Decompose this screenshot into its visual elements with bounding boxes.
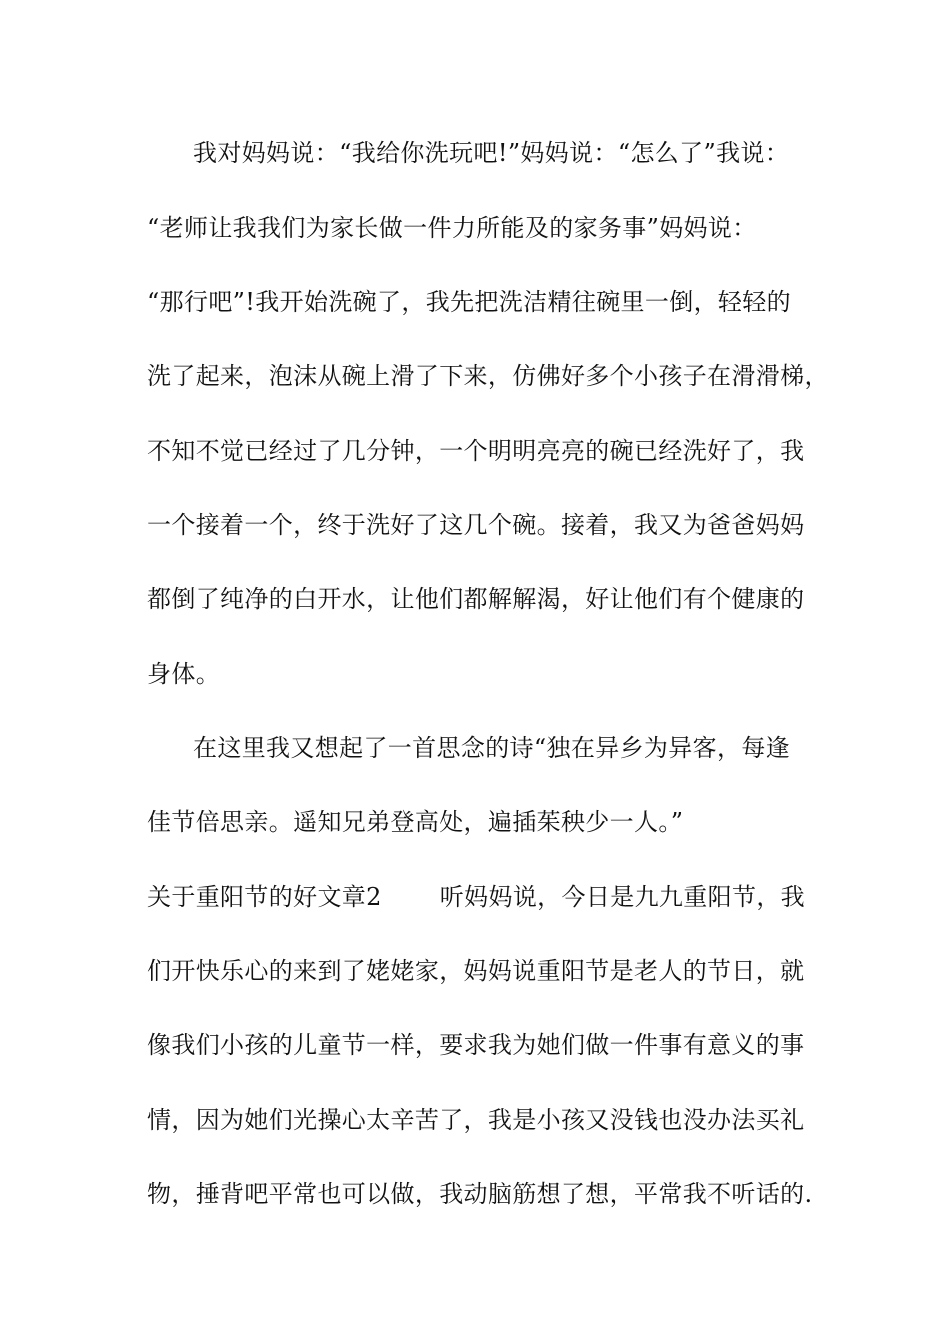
paragraph-2-line-2: 佳节倍思亲。遥知兄弟登高处，遍插茱秧少一人。” xyxy=(147,808,684,836)
paragraph-1-line-1: 我对妈妈说：“我给你洗玩吧!”妈妈说：“怎么了”我说： xyxy=(193,139,790,167)
paragraph-1-line-7: 都倒了纯净的白开水，让他们都解解渴，好让他们有个健康的 xyxy=(147,585,805,613)
paragraph-3-line-2: 们开快乐心的来到了姥姥家，妈妈说重阳节是老人的节日，就 xyxy=(147,957,805,985)
article-heading-line xyxy=(147,882,805,912)
paragraph-3-line-4: 情，因为她们光操心太辛苦了，我是小孩又没钱也没办法买礼 xyxy=(147,1106,805,1134)
paragraph-3-line-5: 物，捶背吧平常也可以做，我动脑筋想了想，平常我不听话的. xyxy=(147,1180,813,1208)
paragraph-1-line-4: 洗了起来，泡沫从碗上滑了下来，仿佛好多个小孩子在滑滑梯， xyxy=(147,362,829,390)
paragraph-1-line-8: 身体。 xyxy=(147,660,221,688)
paragraph-1-line-2: “老师让我我们为家长做一件力所能及的家务事”妈妈说： xyxy=(147,214,757,242)
paragraph-1-line-6: 一个接着一个，终于洗好了这几个碗。接着，我又为爸爸妈妈 xyxy=(147,511,805,539)
paragraph-2-line-1: 在这里我又想起了一首思念的诗“独在异乡为异客，每逢 xyxy=(193,734,791,762)
paragraph-3-line-3: 像我们小孩的儿童节一样，要求我为她们做一件事有意义的事 xyxy=(147,1031,805,1059)
paragraph-3-line-1: 听妈妈说，今日是九九重阳节，我 xyxy=(439,883,806,911)
article-heading: 关于重阳节的好文章2 xyxy=(147,883,382,911)
paragraph-1-line-3: “那行吧”!我开始洗碗了，我先把洗洁精往碗里一倒，轻轻的 xyxy=(147,288,791,316)
paragraph-1-line-5: 不知不觉已经过了几分钟，一个明明亮亮的碗已经洗好了，我 xyxy=(147,437,805,465)
